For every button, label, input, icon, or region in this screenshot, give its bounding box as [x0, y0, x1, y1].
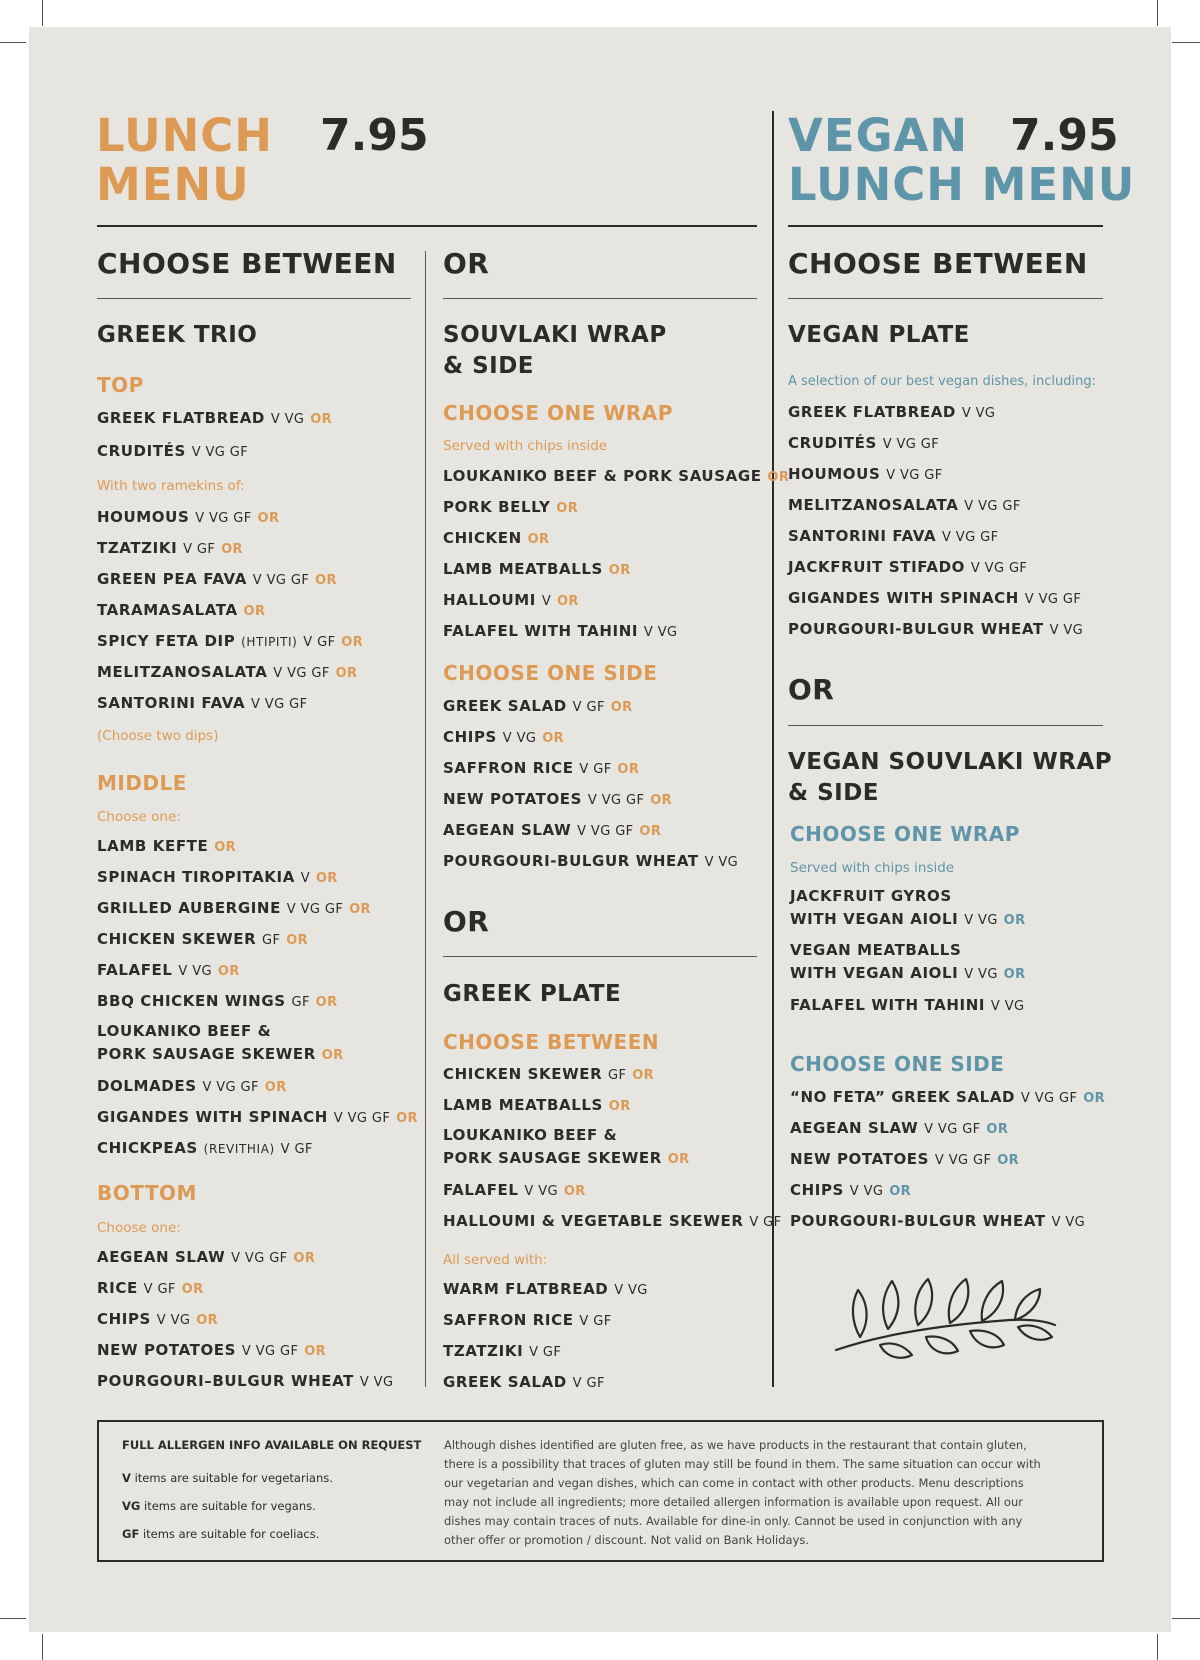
menu-item: AEGEAN SLAW V VG GF OR — [790, 1119, 1009, 1137]
menu-item: TZATZIKI V GF — [443, 1342, 562, 1360]
menu-item: POURGOURI-BULGUR WHEAT V VG — [788, 620, 1084, 638]
crop-mark — [1157, 1634, 1158, 1660]
menu-item: CRUDITÉS V VG GF — [97, 442, 249, 460]
crop-mark — [1172, 42, 1200, 43]
vegan-header-rule — [788, 225, 1103, 227]
menu-item: FALAFEL WITH TAHINI V VG — [443, 622, 678, 640]
souvlaki-title — [443, 320, 667, 382]
vegan-side-heading: CHOOSE ONE SIDE — [790, 1052, 1005, 1076]
col2-or-top: OR — [443, 247, 490, 280]
menu-item: FALAFEL V VG OR — [443, 1181, 586, 1199]
ramekins-note: With two ramekins of: — [97, 478, 245, 494]
bottom-items — [97, 1245, 393, 1400]
menu-item: LOUKANIKO BEEF & PORK SAUSAGE OR — [443, 467, 790, 485]
vegan-plate-items — [788, 400, 1083, 648]
menu-item: CHICKEN SKEWER GF OR — [443, 1065, 655, 1083]
col3-rule-mid — [788, 725, 1103, 726]
crop-mark — [0, 42, 26, 43]
vegan-wrap-items — [790, 885, 1026, 1024]
menu-item: “NO FETA” GREEK SALAD V VG GF OR — [790, 1088, 1106, 1106]
disclaimer-line: dishes may contain traces of nuts. Available for dine-in only. Cannot be used in conjunction with any — [444, 1514, 1023, 1528]
menu-item: LOUKANIKO BEEF & — [443, 1126, 618, 1144]
allergen-disclaimer — [444, 1436, 1094, 1550]
vegan-wrap-note: Served with chips inside — [790, 860, 955, 876]
wrap-note: Served with chips inside — [443, 438, 608, 454]
lunch-title-line1: LUNCH — [96, 109, 273, 162]
menu-item: GIGANDES WITH SPINACH V VG GF OR — [97, 1108, 418, 1126]
vegan-price: 7.95 — [1010, 110, 1119, 161]
greek-plate-title: GREEK PLATE — [443, 981, 622, 1007]
menu-item: CHIPS V VG OR — [790, 1181, 912, 1199]
plate-heading: CHOOSE BETWEEN — [443, 1030, 660, 1054]
col3-rule-top — [788, 298, 1103, 299]
menu-item: HALLOUMI & VEGETABLE SKEWER V GF — [443, 1212, 782, 1230]
menu-item: AEGEAN SLAW V VG GF OR — [443, 821, 662, 839]
top-heading: TOP — [97, 373, 144, 397]
menu-item: TARAMASALATA OR — [97, 601, 266, 619]
menu-item: HOUMOUS V VG GF — [788, 465, 943, 483]
middle-heading: MIDDLE — [97, 771, 187, 795]
menu-item: POURGOURI–BULGUR WHEAT V VG — [97, 1372, 394, 1390]
menu-item: GREEK FLATBREAD V VG — [788, 403, 996, 421]
middle-note: Choose one: — [97, 809, 181, 825]
menu-item: SAFFRON RICE V GF OR — [443, 759, 640, 777]
menu-item: NEW POTATOES V VG GF OR — [443, 790, 673, 808]
legend-item: VG items are suitable for vegans. — [122, 1499, 316, 1513]
menu-item: CHICKEN SKEWER GF OR — [97, 930, 309, 948]
menu-item: CHIPS V VG OR — [97, 1310, 219, 1328]
menu-item: CHICKPEAS (REVITHIA) V GF — [97, 1139, 313, 1157]
menu-item: DOLMADES V VG GF OR — [97, 1077, 287, 1095]
col2-or-mid: OR — [443, 905, 490, 938]
menu-item: POURGOURI-BULGUR WHEAT V VG — [790, 1212, 1086, 1230]
menu-item: HOUMOUS V VG GF OR — [97, 508, 280, 526]
vegan-wrap-title-line1: VEGAN SOUVLAKI WRAP — [788, 749, 1113, 775]
menu-item: PORK SAUSAGE SKEWER OR — [97, 1045, 344, 1063]
menu-item: GRILLED AUBERGINE V VG GF OR — [97, 899, 371, 917]
vegan-wrap-title — [788, 747, 1112, 809]
lunch-title-line2: MENU — [96, 158, 250, 211]
menu-item: JACKFRUIT STIFADO V VG GF — [788, 558, 1028, 576]
disclaimer-line: our vegetarian and vegan dishes, which can come in contact with other products. Menu descriptions — [444, 1476, 1024, 1490]
allergen-heading: FULL ALLERGEN INFO AVAILABLE ON REQUEST — [122, 1438, 422, 1452]
vegan-wrap-heading: CHOOSE ONE WRAP — [790, 822, 1020, 846]
lunch-title — [96, 111, 273, 209]
legend-item: V items are suitable for vegetarians. — [122, 1471, 333, 1485]
disclaimer-line: other offer or promotion / discount. Not valid on Bank Holidays. — [444, 1533, 810, 1547]
side-heading: CHOOSE ONE SIDE — [443, 661, 658, 685]
souvlaki-title-line2: & SIDE — [443, 353, 534, 379]
menu-item: PORK SAUSAGE SKEWER OR — [443, 1149, 690, 1167]
dip-items — [97, 505, 363, 722]
crop-mark — [42, 0, 43, 26]
menu-item: SANTORINI FAVA V VG GF — [97, 694, 308, 712]
menu-item: NEW POTATOES V VG GF OR — [790, 1150, 1020, 1168]
vegan-title-line2: LUNCH MENU — [788, 158, 1136, 211]
menu-item: TZATZIKI V GF OR — [97, 539, 243, 557]
wrap-items — [443, 464, 789, 650]
menu-item: GIGANDES WITH SPINACH V VG GF — [788, 589, 1082, 607]
served-with-items — [443, 1277, 648, 1401]
menu-item: SANTORINI FAVA V VG GF — [788, 527, 999, 545]
disclaimer-line: may not include all ingredients; more detailed allergen information is available upon request. All our — [444, 1495, 1023, 1509]
col2-rule-mid — [443, 956, 757, 957]
top-items — [97, 406, 332, 465]
menu-item: POURGOURI-BULGUR WHEAT V VG — [443, 852, 739, 870]
menu-item: SAFFRON RICE V GF — [443, 1311, 612, 1329]
side-items — [443, 694, 738, 880]
choose-two-note: (Choose two dips) — [97, 728, 219, 744]
vegan-or: OR — [788, 673, 835, 706]
menu-item: RICE V GF OR — [97, 1279, 204, 1297]
legend-item: GF items are suitable for coeliacs. — [122, 1527, 320, 1541]
menu-item: CHIPS V VG OR — [443, 728, 565, 746]
menu-item: MELITZANOSALATA V VG GF — [788, 496, 1021, 514]
crop-mark — [0, 1618, 26, 1619]
col2-rule-top — [443, 298, 757, 299]
served-with-note: All served with: — [443, 1252, 548, 1268]
menu-item: LAMB KEFTE OR — [97, 837, 237, 855]
menu-item: AEGEAN SLAW V VG GF OR — [97, 1248, 316, 1266]
disclaimer-line: Although dishes identified are gluten free, as we have products in the restaurant that contain gluten, — [444, 1438, 1027, 1452]
col1-rule — [97, 298, 411, 299]
menu-item: CRUDITÉS V VG GF — [788, 434, 940, 452]
wrap-heading: CHOOSE ONE WRAP — [443, 401, 673, 425]
lunch-header-rule — [97, 225, 757, 227]
menu-item: HALLOUMI V OR — [443, 591, 579, 609]
plate-items — [443, 1062, 782, 1240]
bottom-note: Choose one: — [97, 1220, 181, 1236]
menu-item: JACKFRUIT GYROS — [790, 887, 952, 905]
menu-item: BBQ CHICKEN WINGS GF OR — [97, 992, 338, 1010]
bottom-heading: BOTTOM — [97, 1181, 197, 1205]
menu-item: NEW POTATOES V VG GF OR — [97, 1341, 327, 1359]
menu-item: VEGAN MEATBALLS — [790, 941, 962, 959]
menu-item: MELITZANOSALATA V VG GF OR — [97, 663, 358, 681]
menu-item: LOUKANIKO BEEF & — [97, 1022, 272, 1040]
menu-item: LAMB MEATBALLS OR — [443, 560, 631, 578]
middle-items — [97, 834, 418, 1167]
menu-item: GREEK SALAD V GF OR — [443, 697, 633, 715]
menu-item: WITH VEGAN AIOLI V VG OR — [790, 910, 1026, 928]
menu-item: SPICY FETA DIP (HTIPITI) V GF OR — [97, 632, 364, 650]
souvlaki-title-line1: SOUVLAKI WRAP — [443, 322, 667, 348]
crop-mark — [1172, 1618, 1200, 1619]
vegan-plate-note: A selection of our best vegan dishes, including: — [788, 374, 1096, 389]
menu-item: FALAFEL V VG OR — [97, 961, 240, 979]
menu-item: CHICKEN OR — [443, 529, 550, 547]
menu-item: WARM FLATBREAD V VG — [443, 1280, 648, 1298]
menu-item: FALAFEL WITH TAHINI V VG — [790, 996, 1025, 1014]
menu-item: GREEN PEA FAVA V VG GF OR — [97, 570, 337, 588]
vegan-choose-between: CHOOSE BETWEEN — [788, 247, 1088, 280]
greek-trio-title: GREEK TRIO — [97, 322, 258, 348]
crop-mark — [42, 1634, 43, 1660]
allergen-legend — [122, 1470, 333, 1554]
menu-item: GREEK SALAD V GF — [443, 1373, 605, 1391]
disclaimer-line: there is a possibility that traces of gluten may still be found in them. The same situation can occur with — [444, 1457, 1041, 1471]
menu-item: SPINACH TIROPITAKIA V OR — [97, 868, 338, 886]
lunch-price: 7.95 — [320, 110, 429, 161]
vegan-side-items — [790, 1085, 1105, 1240]
menu-item: LAMB MEATBALLS OR — [443, 1096, 631, 1114]
lunch-choose-between: CHOOSE BETWEEN — [97, 247, 397, 280]
column-divider-left — [425, 251, 426, 1387]
vegan-plate-title: VEGAN PLATE — [788, 322, 970, 348]
menu-item: PORK BELLY OR — [443, 498, 579, 516]
vegan-title-line1: VEGAN — [788, 109, 968, 162]
menu-item: WITH VEGAN AIOLI V VG OR — [790, 964, 1026, 982]
crop-mark — [1157, 0, 1158, 26]
vegan-wrap-title-line2: & SIDE — [788, 780, 879, 806]
olive-branch-icon — [830, 1265, 1060, 1365]
menu-item: GREEK FLATBREAD V VG OR — [97, 409, 333, 427]
